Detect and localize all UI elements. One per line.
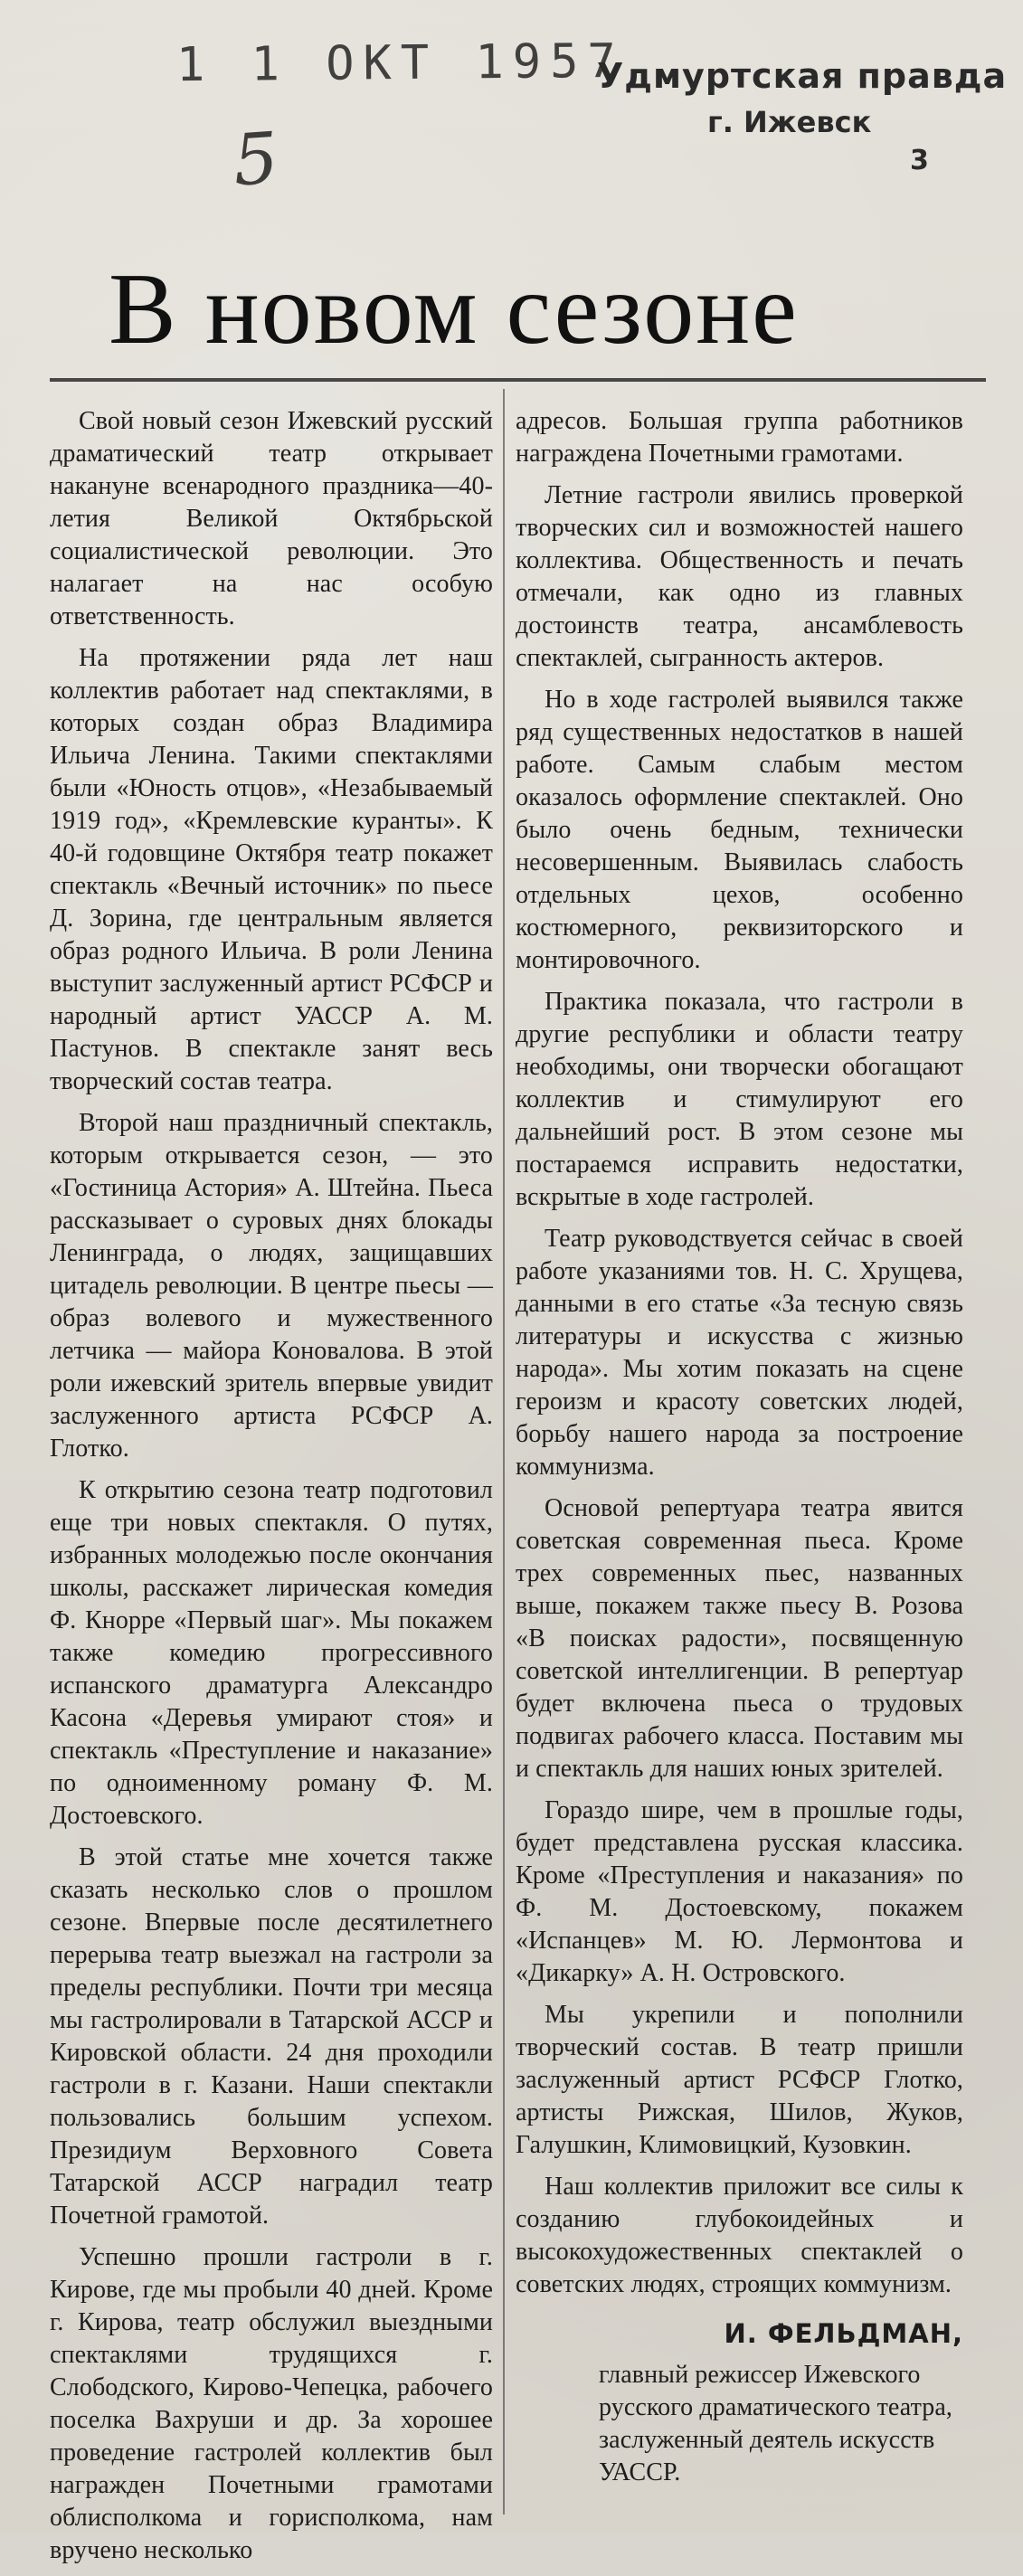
newspaper-city: г. Ижевск xyxy=(707,105,872,139)
article-paragraph: В этой статье мне хочется также сказать несколько слов о прошлом сезоне. Впервые после десятилетнего перерыва театр выезжал на гастроли за пределы республики. Почти три месяца мы гастролировали в Татарской АССР и Кировской области. 24 дня проходили гастроли в г. Казани. Наши спектакли пользовались большим успехом. Президиум Верховного Совета Татарской АССР наградил театр Почетной грамотой. xyxy=(50,1843,493,2230)
article-paragraph: Летние гастроли явились проверкой творческих сил и возможностей нашего коллектива. Общественность и печать отмечали, как одно из главных достоинств театра, ансамблевость спектаклей, сыгранность актеров. xyxy=(516,481,963,672)
newspaper-name: Удмуртская правда xyxy=(597,56,1008,96)
article-title: В новом сезоне xyxy=(109,253,799,365)
article-paragraph: Но в ходе гастролей выявился также ряд существенных недостатков в нашей работе. Самым слабым местом оказалось оформление спектаклей. Оно было очень бедным, технически несовершенным. Выявилась слабость отдельных цехов, особенно костюмерного, реквизиторского и монтировочного. xyxy=(516,686,963,974)
article-paragraph: Театр руководствуется сейчас в своей работе указаниями тов. Н. С. Хрущева, данными в его статье «За тесную связь литературы и искусства с жизнью народа». Мы хотим показать на сцене героизм и красоту советских людей, борьбу нашего народа за построение коммунизма. xyxy=(516,1225,963,1481)
article-paragraph: Свой новый сезон Ижевский русский драматический театр открывает накануне всенародного праздника—40-летия Великой Октябрьской социалистической революции. Это налагает на нас особую ответственность. xyxy=(50,407,493,630)
right-column xyxy=(516,405,963,2489)
author-title: главный режиссер Ижевского русского драматического театра, заслуженный деятель искусств УАССР. xyxy=(599,2361,952,2486)
article-paragraph: К открытию сезона театр подготовил еще три новых спектакля. О путях, избранных молодежью после окончания школы, расскажет лирическая комедия Ф. Кнорре «Первый шаг». Мы покажем также комедию прогрессивного испанского драматурга Александро Касона «Деревья умирают стоя» и спектакль «Преступление и наказание» по одноименному роману Ф. М. Достоевского. xyxy=(50,1476,493,1830)
column-divider xyxy=(503,389,505,2514)
article-paragraph: Гораздо шире, чем в прошлые годы, будет представлена русская классика. Кроме «Преступления и наказания» по Ф. М. Достоевскому, покажем «Испанцев» М. Ю. Лермонтова и «Дикарку» А. Н. Островского. xyxy=(516,1796,963,1987)
article-paragraph: На протяжении ряда лет наш коллектив работает над спектаклями, в которых создан образ Владимира Ильича Ленина. Такими спектаклями были «Юность отцов», «Незабываемый 1919 год», «Кремлевские куранты». К 40-й годовщине Октября театр покажет спектакль «Вечный источник» по пьесе Д. Зорина, где центральным является образ родного Ильича. В роли Ленина выступит заслуженный артист РСФСР и народный артист УАССР А. М. Пастунов. В спектакле занят весь творческий состав театра. xyxy=(50,644,493,1095)
article-paragraph: Наш коллектив приложит все силы к созданию глубокоидейных и высокохудожественных спектаклей о советских людях, строящих коммунизм. xyxy=(516,2173,963,2298)
page-number: 3 xyxy=(910,145,929,176)
article-paragraph: Успешно прошли гастроли в г. Кирове, где мы пробыли 40 дней. Кроме г. Кирова, театр обслужил выездными спектаклями трудящихся г. Слободского, Кирово-Чепецка, рабочего поселка Вахруши и др. За хорошее проведение гастролей коллектив был награжден Почетными грамотами облисполкома и горисполкома, нам вручено несколько xyxy=(50,2243,493,2564)
article-paragraph: Основой репертуара театра явится советская современная пьеса. Кроме трех современных пьес, названных выше, покажем также пьесу В. Розова «В поисках радости», посвященную советской интеллигенции. В репертуар будет включена пьеса о трудовых подвигах рабочего класса. Поставим мы и спектакль для наших юных зрителей. xyxy=(516,1494,963,1783)
article-paragraph: адресов. Большая группа работников награждена Почетными грамотами. xyxy=(516,407,963,468)
left-column xyxy=(50,405,493,2576)
article-paragraph: Мы укрепили и пополнили творческий состав. В театр пришли заслуженный артист РСФСР Глотко, артисты Рижская, Шилов, Жуков, Галушкин, Климовицкий, Кузовкин. xyxy=(516,2001,963,2159)
article-paragraph: Практика показала, что гастроли в другие республики и области театру необходимы, они творчески обогащают коллектив и стимулируют его дальнейший рост. В этом сезоне мы постараемся исправить недостатки, вскрытые в ходе гастролей. xyxy=(516,988,963,1211)
date-stamp: 1 1 ОКТ 1957 xyxy=(175,33,625,93)
article-paragraph: Второй наш праздничный спектакль, которым открывается сезон, — это «Гостиница Астория» А. Штейна. Пьеса рассказывает о суровых днях блокады Ленинграда, о людях, защищавших цитадель революции. В центре пьесы — образ волевого и мужественного летчика — майора Коновалова. В этой роли ижевский зритель впервые увидит заслуженного артиста РСФСР А. Глотко. xyxy=(50,1109,493,1463)
title-divider xyxy=(50,378,986,382)
author-name: И. ФЕЛЬДМАН, xyxy=(724,2318,963,2349)
handwritten-mark: 5 xyxy=(230,118,281,203)
